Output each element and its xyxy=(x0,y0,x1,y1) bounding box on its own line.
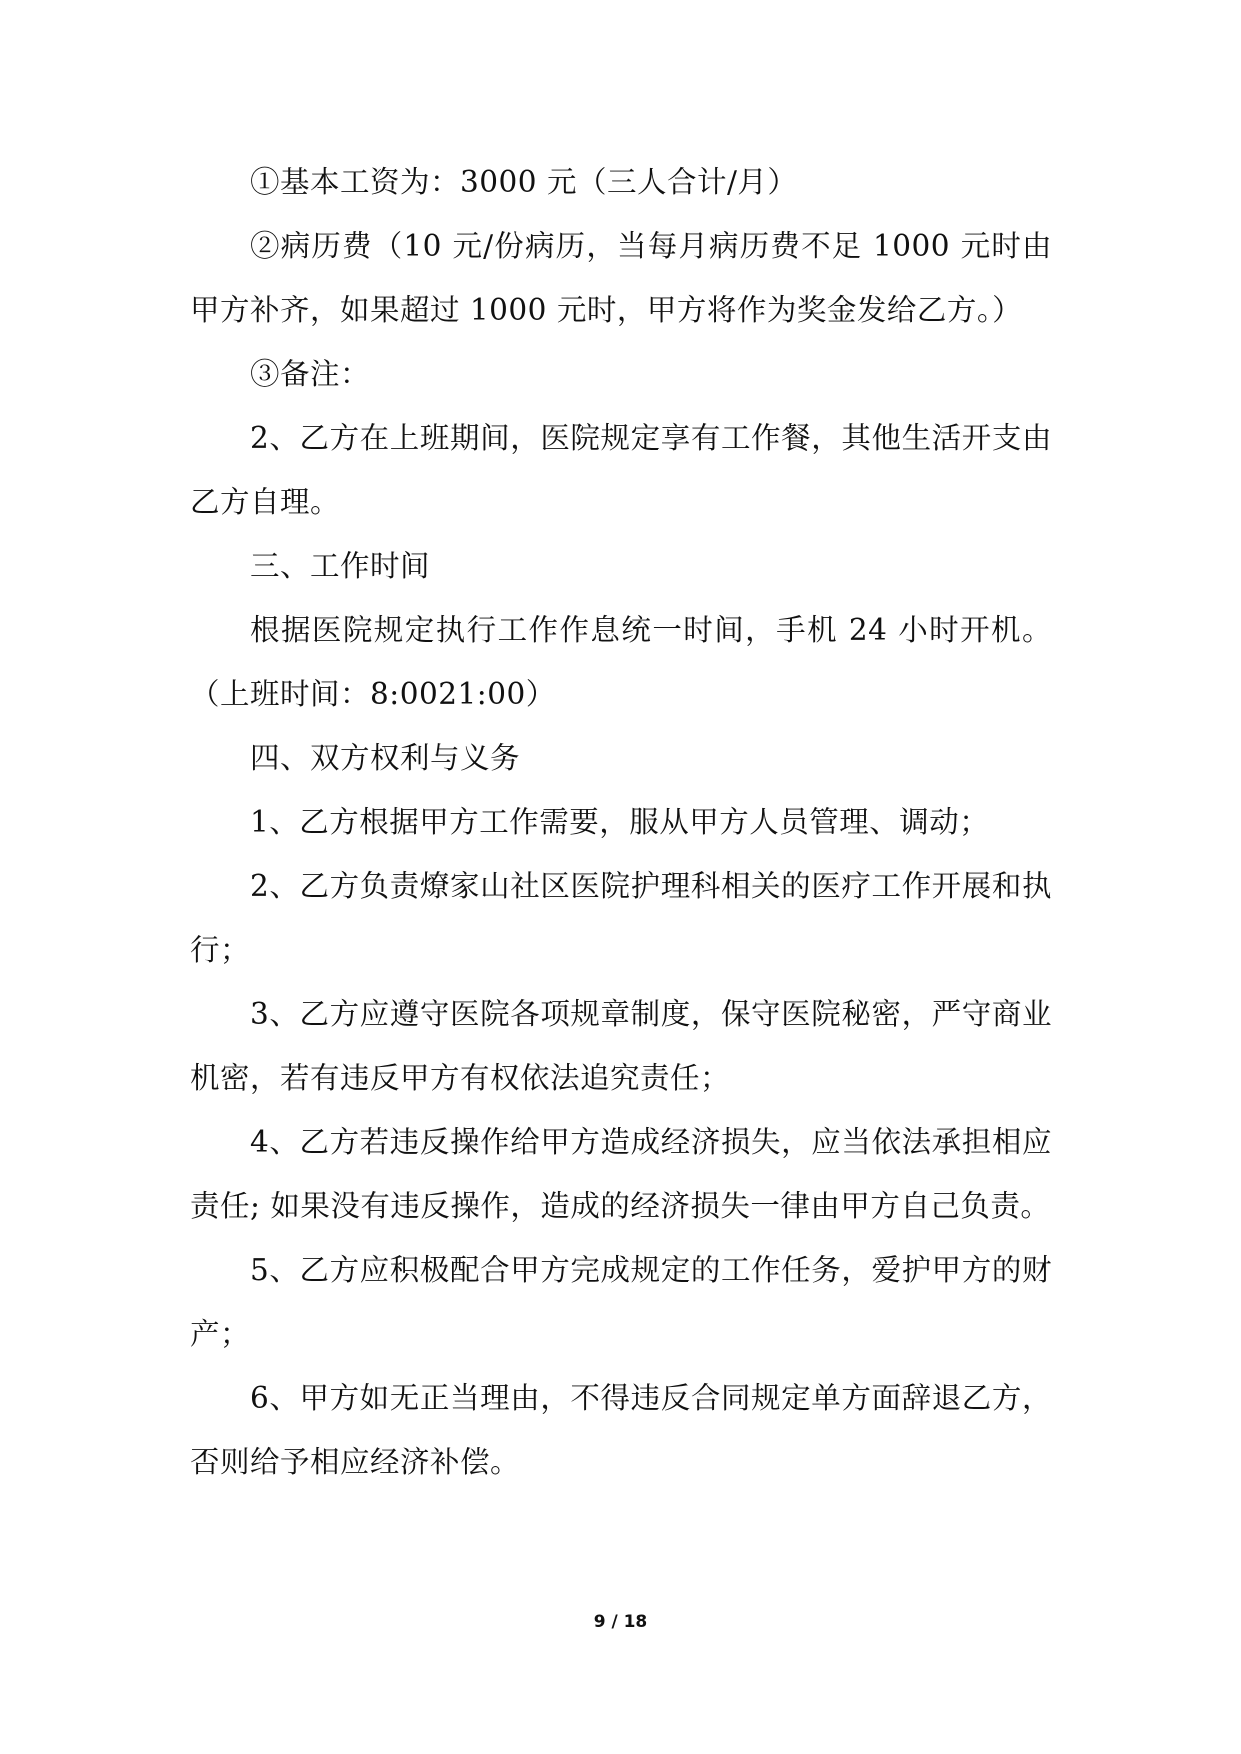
paragraph-work-meal: 2、乙方在上班期间，医院规定享有工作餐，其他生活开支由乙方自理。 xyxy=(190,421,1052,519)
clause-6: 6、甲方如无正当理由，不得违反合同规定单方面辞退乙方，否则给予相应经济补偿。 xyxy=(190,1381,1052,1479)
page-number: 9 / 18 xyxy=(593,1612,648,1632)
paragraph-remarks: ③备注： xyxy=(250,357,371,391)
clause-2: 2、乙方负责燎家山社区医院护理科相关的医疗工作开展和执行； xyxy=(190,869,1052,967)
section-heading-work-time: 三、工作时间 xyxy=(250,549,431,583)
clause-5: 5、乙方应积极配合甲方完成规定的工作任务，爱护甲方的财产； xyxy=(190,1253,1052,1351)
section-heading-rights-obligations: 四、双方权利与义务 xyxy=(250,741,521,775)
clause-1: 1、乙方根据甲方工作需要，服从甲方人员管理、调动； xyxy=(250,805,990,839)
paragraph-basic-salary: ①基本工资为：3000 元（三人合计/月） xyxy=(250,165,798,199)
paragraph-medical-record-fee: ②病历费（10 元/份病历，当每月病历费不足 1000 元时由甲方补齐，如果超过 1000 元时，甲方将作为奖金发给乙方。） xyxy=(190,229,1052,327)
paragraph-work-schedule: 根据医院规定执行工作作息统一时间，手机 24 小时开机。（上班时间：8:0021:00） xyxy=(190,613,1052,711)
document-body xyxy=(190,150,1052,1494)
clause-4: 4、乙方若违反操作给甲方造成经济损失，应当依法承担相应责任; 如果没有违反操作，造成的经济损失一律由甲方自己负责。 xyxy=(190,1125,1052,1223)
clause-3: 3、乙方应遵守医院各项规章制度，保守医院秘密，严守商业机密，若有违反甲方有权依法追究责任； xyxy=(190,997,1052,1095)
